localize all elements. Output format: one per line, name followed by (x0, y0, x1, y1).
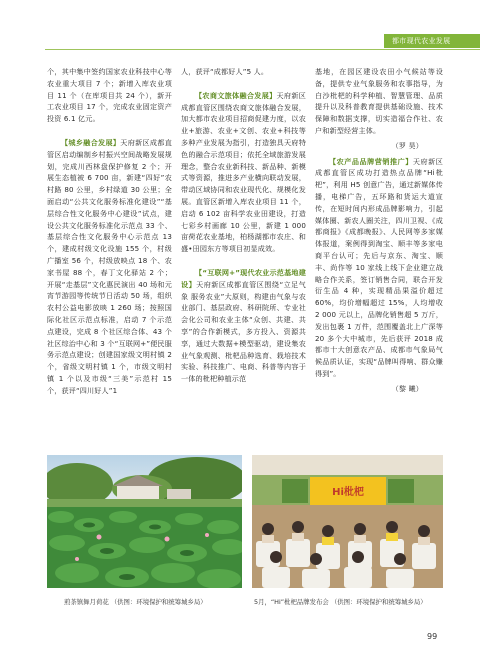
lotus-pond-photo (47, 455, 242, 588)
paragraph: 个，其中集中签约国家农业科技中心等农业重大项目 7 个；新增入库农业项目 11 个（在库项目共 24 个），新开工农业项目 17 个，完成农业固定资产投资 6.1 亿元。 (47, 67, 172, 124)
paragraph: 人，获评“成都好人”5 人。 (181, 67, 269, 76)
section-heading: 【城乡融合发展】 (61, 137, 121, 147)
brand-launch-illustration (252, 455, 443, 588)
banner-text: Hi枇杷 (332, 487, 364, 498)
photo-caption: 5月，“Hi”枇杷品牌发布会 （供图：环境保护和统筹城乡局） (254, 598, 427, 606)
column-1 (47, 66, 172, 397)
photo-caption: 煎茶镇舞月荷花 （供图：环境保护和统筹城乡局） (64, 598, 207, 606)
column-2 (181, 66, 306, 385)
lotus-pond-illustration (47, 455, 242, 588)
author-signature: （黎 曦） (391, 383, 423, 393)
paragraph-text: 天府新区成都直管区围绕“立足气象 服务农业”大原则，构建由气象与农业部门、基层政府、科研院所、专业社会化公司和农业主体“众创、共建、共享”的合作新模式，多方投入、资源共享，通过大数据+模型驱动，建设集农业气象观测、枇杷品种选育、栽培技术实验、科技推广、电商、科普等内容于一体的枇杷种植示范 (181, 279, 306, 384)
section-title: 都市现代农业发展 (392, 37, 451, 45)
paragraph (181, 90, 306, 255)
section-heading: 【“互联网+”现代农业示范基地建设】 (181, 267, 306, 289)
section-heading: 【农产品品牌营销推广】 (329, 156, 413, 166)
author-signature: （罗 昊） (391, 140, 423, 150)
event-photo (252, 455, 443, 588)
paragraph-text: 天府新区成都直管区启动编制乡村振兴空间战略发展规划，完成川西林盘保护修复 2 个；开展生态植被 6 700 亩，新建“四好”农村路 80 公里，乡村绿道 30 公里；全面启动“公共文化服务标准化建设”“基层综合性文化服务中心建设”试点，建设公共文化服务标准化示范点 33 个、基层综合性文化服务中心示范点 13 个，建成村级文化设施 155 个，村级广播室 56 个，村级放映点 18 个、农家书屋 88 个，春丁文化驿站 2 个；开展“走基层”文化惠民演出 40 场和元宵节游园等传统节日活动 50 场，组织农村公益电影放映 1 260 场；按照国际化社区示范点标准，启动 7 个示范点建设，完成 8 个社区综合体、43 个社区综治中心和 3 个“互联网+”便民服务示范点建设；创建国家级文明村镇 2 个，省级文明村镇 1 个，市级文明村镇 1 个以及市级“三美”示范村 15 个，获评“四川好人”1 (47, 137, 172, 395)
paragraph: 基地，在园区建设农田小气候站等设备，提供专业气象服务和农事指导，为白沙枇杷的科学种植、智慧管理、品质提升以及科普教育提供基础设施、技术保障和数据支撑，切实造福合作社、农户和新型经营主体。 (315, 67, 443, 135)
paragraph (181, 267, 306, 385)
paragraph (315, 156, 443, 380)
page-number: 99 (427, 632, 438, 641)
paragraph-text: 天府新区成都直管区围绕农商文旅体融合发展，加大都市农业项目招商促建力度，以农业+旅游、农业+文创、农业+科技等多种产业发展为指引，打造独具天府特色的融合示范项目；依托全域旅游发展理念，整合农业新科技、新品种、新模式等资源，推进多产业横向联动发展，带动区域协同和农业现代化、规模化发展。直管区新增入库农业项目 11 个，启动 6 102 亩科学农业田建设，打造七彩乡村画廊 10 公里，新建 1 000 亩荷花农业基地，柏杨湖都市农庄、和盛•田园东方等项目初显成效。 (181, 90, 306, 254)
column-3 (315, 66, 443, 399)
paragraph-text: 天府新区成都直管区成功打造热点品牌“Hi枇杷”，利用 H5 创意广告，通过新媒体传播，电梯广告，五环路和货运大道宣传，在短时间内形成品牌影响力，引起媒体圈、新农人圈关注，四川卫视、《成都商报》《成都晚报》、人民网等多家媒体报道，案例得到淘宝、顺丰等多家电商平台认可；先后与京东、淘宝、顺丰、尚作等 10 家线上线下企业建立战略合作关系，签订销售合同，联合开发衍生品 4 种，实现精品果溢价超过 60%，均价增幅超过 15%，人均增收 2 000 元以上，品牌化销售超 5 万斤，发出包裹 1 万件，范围覆盖北上广深等 20 多个大中城市，先后获评 2018 成都市十大创意农产品、成都市气象局气候品质认证，实现“品牌叫得响、群众赚得到”。 (315, 156, 443, 378)
section-heading: 【农商文旅体融合发展】 (195, 90, 277, 100)
header-rule (45, 49, 480, 50)
paragraph (47, 137, 172, 397)
